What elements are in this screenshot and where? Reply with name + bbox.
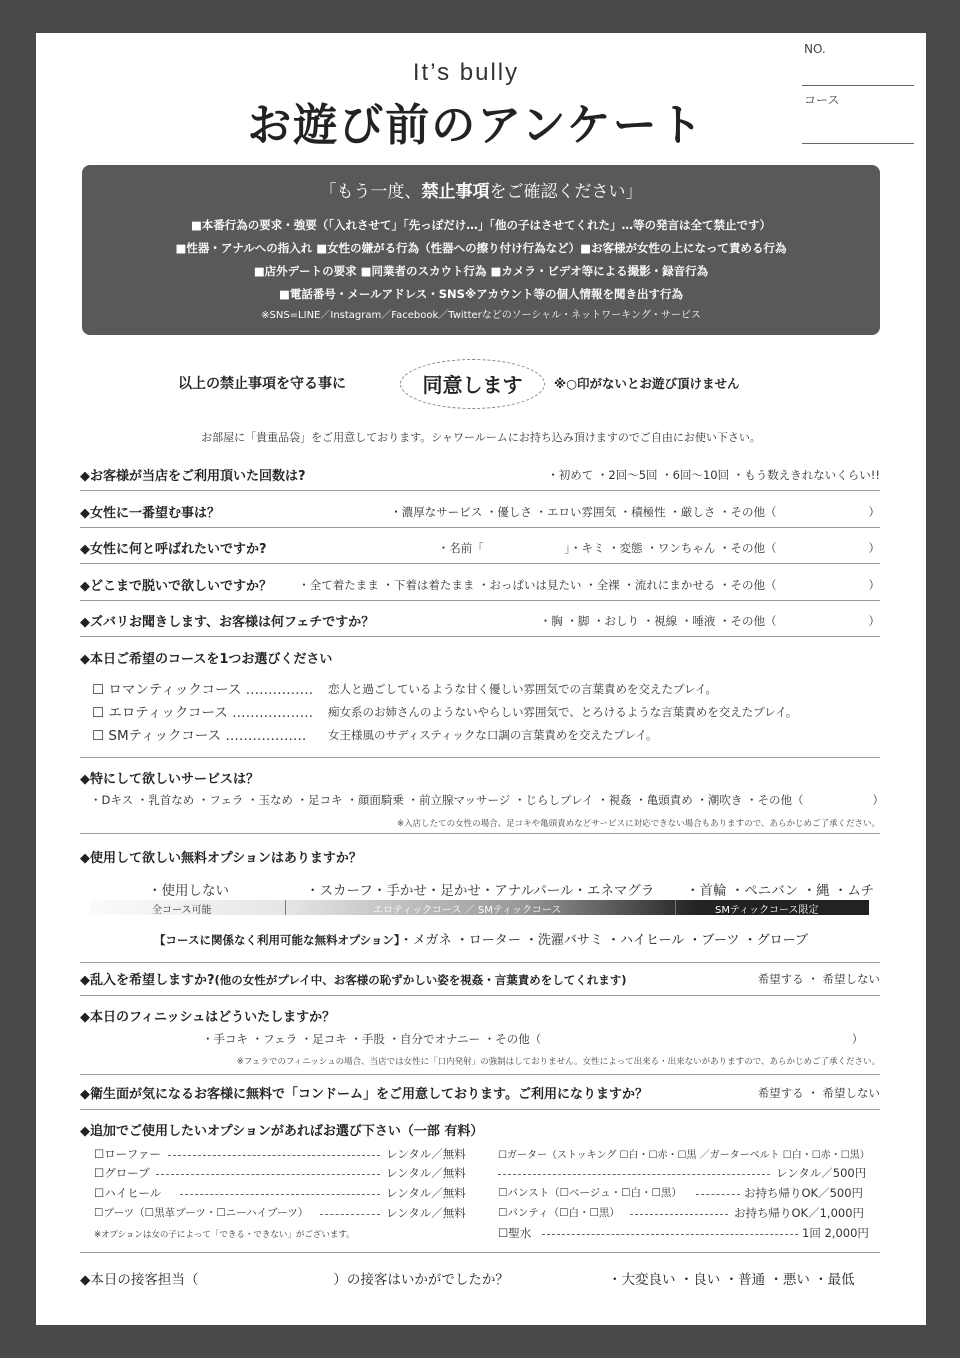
question-options[interactable]: ・名前「 」・キミ ・変態 ・ワンちゃん ・その他（ ） [437, 541, 880, 555]
course-desc: 痴女系のお姉さんのようないやらしい雰囲気で、とろけるような言葉責めを交えたプレイ。 [328, 705, 798, 719]
rule-line: ■電話番号・メールアドレス・SNS※アカウント等の個人情報を聞き出す行為 [278, 287, 684, 301]
leader-line [320, 1214, 380, 1215]
option-golden-water[interactable]: ☐聖水 [498, 1226, 532, 1240]
all-course-free-options: 【コースに関係なく利用可能な無料オプション】・メガネ ・ローター ・洗濯バサミ ・ハイヒール ・ブーツ ・グローブ [154, 933, 808, 948]
free-option-sm[interactable]: ・首輪 ・ペニバン ・縄 ・ムチ [686, 883, 875, 899]
valuables-info: お部屋に「貴重品袋」をご用意しております。シャワールームにお持ち込み頂けますのでご自由にお使い下さい。 [201, 431, 761, 444]
question-label: ◆お客様が当店をご利用頂いた回数は? [80, 469, 306, 484]
question-label: ◆どこまで脱いで欲しいですか？ [80, 579, 272, 594]
sns-note: ※SNS=LINE／Instagram／Facebook／Twitterなどのソーシャル・ネットワーキング・サービス [261, 310, 701, 321]
option-loafers[interactable]: ☐ローファー [94, 1147, 162, 1161]
finish-options[interactable]: ・手コキ ・フェラ ・足コキ ・手股 ・自分でオナニー ・その他（ ） [202, 1032, 864, 1046]
course-option-romantic[interactable]: ☐ ロマンティックコース …………… [92, 682, 314, 698]
option-price: お持ち帰りOK／1,000円 [734, 1206, 865, 1220]
rule-line: ■店外デートの要求 ■同業者のスカウト行為 ■カメラ・ビデオ等による撮影・録音行為 [253, 264, 709, 278]
course-option-erotic[interactable]: ☐ エロティックコース ……………… [92, 705, 314, 721]
leader-line [168, 1155, 380, 1156]
rule-line: ■性器・アナルへの指入れ ■女性の嫌がる行為（性器への擦り付け行為など）■お客様が女性の上になって責める行為 [175, 241, 787, 255]
option-heels[interactable]: ☐ハイヒール [94, 1186, 162, 1200]
service-note: ※入店したての女性の場合、足コキや亀頭責めなどサービスに対応できない場合もありますので、あらかじめご了承ください。 [397, 819, 880, 829]
free-option-bondage[interactable]: ・スカーフ・手かせ・足かせ・アナルパール・エネマグラ [306, 883, 655, 899]
divider [80, 1074, 880, 1075]
option-price: 1回 2,000円 [802, 1226, 869, 1240]
question-label: ◆使用して欲しい無料オプションはありますか？ [80, 851, 362, 866]
option-price: レンタル／無料 [386, 1206, 466, 1220]
survey-sheet [36, 33, 926, 1325]
rules-title: 「もう一度、禁止事項をご確認ください」 [319, 182, 643, 202]
question-label: ◆特にして欲しいサービスは？ [80, 772, 259, 787]
page-title: お遊び前のアンケート [247, 100, 705, 151]
no-field[interactable] [802, 85, 914, 86]
divider [80, 636, 880, 637]
option-pantyhose[interactable]: ☐パンスト（☐ベージュ・☐白・☐黒） [498, 1187, 682, 1199]
agree-word: 同意します [422, 373, 523, 397]
leader-line [156, 1174, 380, 1175]
question-options[interactable]: ・初めて ・2回〜5回 ・6回〜10回 ・もう数えきれないくらい!! [547, 468, 880, 482]
question-label: ◆本日ご希望のコースを1つお選びください [80, 652, 333, 667]
divider [80, 527, 880, 528]
question-label: ◆女性に何と呼ばれたいですか? [80, 542, 267, 557]
divider [80, 1109, 880, 1110]
course-field[interactable] [802, 143, 914, 144]
question-label: ◆女性に一番望む事は？ [80, 506, 220, 521]
divider [80, 962, 880, 963]
bar-label-erotic-sm: エロティックコース ／ SMティックコース [373, 905, 562, 916]
option-price: お持ち帰りOK／500円 [744, 1186, 864, 1200]
course-desc: 恋人と過ごしているような甘く優しい雰囲気での言葉責めを交えたプレイ。 [328, 682, 717, 696]
divider [80, 490, 880, 491]
leader-line [180, 1194, 380, 1195]
option-price: レンタル／無料 [386, 1166, 466, 1180]
option-boots[interactable]: ☐ブーツ（☐黒革ブーツ・☐ニーハイブーツ） [94, 1207, 309, 1219]
staff-rating-label: ◆本日の接客担当（ ）の接客はいかがでしたか？ [80, 1272, 509, 1288]
question-options[interactable]: 希望する ・ 希望しない [757, 1086, 880, 1100]
question-label: ◆本日のフィニッシュはどういたしますか？ [80, 1010, 336, 1025]
agree-note: ※○印がないとお遊び頂けません [554, 376, 740, 391]
course-desc: 女王様風のサディスティックな口調の言葉責めを交えたプレイ。 [328, 728, 658, 742]
bar-label-sm: SMティックコース限定 [715, 905, 819, 916]
question-options[interactable]: 希望する ・ 希望しない [757, 972, 880, 986]
course-label: コース [804, 93, 840, 107]
bar-divider [285, 900, 286, 915]
bar-divider [675, 900, 676, 915]
leader-line [696, 1194, 740, 1195]
leader-line [542, 1234, 798, 1235]
rule-line: ■本番行為の要求・強要（「入れさせて」「先っぽだけ…」「他の子はさせてくれた」…等の発言は全て禁止です） [190, 218, 772, 232]
divider [80, 563, 880, 564]
question-label: ◆乱入を希望しますか?(他の女性がプレイ中、お客様の恥ずかしい姿を視姦・言葉責めをしてくれます) [80, 973, 627, 988]
no-label: NO. [804, 42, 826, 56]
question-label: ◆衛生面が気になるお客様に無料で「コンドーム」をご用意しております。ご利用になりますか？ [80, 1087, 648, 1102]
option-price: レンタル／500円 [776, 1166, 867, 1180]
agree-lead-text: 以上の禁止事項を守る事に [178, 376, 346, 392]
brand-name: It’s bully [412, 59, 520, 86]
divider [80, 1252, 880, 1253]
question-options[interactable]: ・全て着たまま ・下着は着たまま ・おっぱいは見たい ・全裸 ・流れにまかせる ・その他（ ） [298, 578, 880, 592]
divider [80, 757, 880, 758]
leader-line [630, 1214, 728, 1215]
divider [80, 833, 880, 834]
divider [80, 600, 880, 601]
staff-rating-options[interactable]: ・大変良い ・良い ・普通 ・悪い ・最低 [608, 1272, 855, 1288]
option-garter[interactable]: ☐ガーター（ストッキング ☐白・☐赤・☐黒 ／ガーターベルト ☐白・☐赤・☐黒） [498, 1150, 870, 1161]
bar-label-all: 全コース可能 [152, 905, 212, 916]
course-option-sm[interactable]: ☐ SMティックコース ……………… [92, 728, 307, 744]
option-availability-note: ※オプションは女の子によって「できる・できない」がございます。 [94, 1230, 355, 1240]
service-options[interactable]: ・Dキス ・乳首なめ ・フェラ ・玉なめ ・足コキ ・顔面騎乗 ・前立腺マッサージ ・じらしプレイ ・視姦 ・亀頭責め ・潮吹き ・その他（ ） [90, 793, 885, 807]
option-price: レンタル／無料 [386, 1147, 466, 1161]
option-price: レンタル／無料 [386, 1186, 466, 1200]
option-gloves[interactable]: ☐グローブ [94, 1166, 150, 1180]
option-panties[interactable]: ☐パンティ（☐白・☐黒） [498, 1207, 620, 1219]
leader-line [498, 1174, 770, 1175]
free-option-none[interactable]: ・使用しない [148, 883, 229, 899]
finish-note: ※フェラでのフィニッシュの場合、当店では女性に「口内発射」の強制はしておりません。女性によって出来る・出来ないがありますので、あらかじめご了承ください。 [236, 1057, 880, 1067]
question-options[interactable]: ・濃厚なサービス ・優しさ ・エロい雰囲気 ・積極性 ・厳しさ ・その他（ ） [390, 505, 880, 519]
question-label: ◆ズバリお聞きします、お客様は何フェチですか？ [80, 615, 375, 630]
prohibited-rules-box [82, 165, 880, 335]
question-label: ◆追加でご使用したいオプションがあればお選び下さい（一部 有料） [80, 1124, 484, 1139]
divider [80, 995, 880, 996]
question-options[interactable]: ・胸 ・脚 ・おしり ・視線 ・唾液 ・その他（ ） [539, 614, 880, 628]
course-availability-bar [90, 900, 869, 915]
